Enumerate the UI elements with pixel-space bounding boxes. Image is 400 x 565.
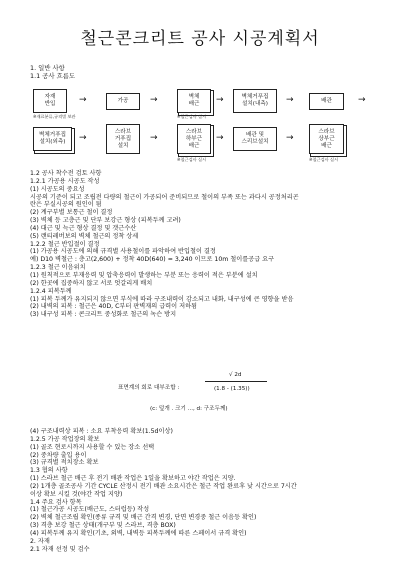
- flow-arrow: →: [286, 133, 294, 143]
- body-text-block-2: [30, 428, 380, 554]
- text-line: 1.2.1 가공용 시공도 작성: [30, 177, 100, 185]
- text-line: (2) 계구부별 보통근 철이 결정: [30, 209, 113, 217]
- text-line: 시공의 기준이 되고 조립전 다량의 철근이 가공되어 준비되므로 철이의 부족 또는 과다시 공정처리곤: [30, 193, 299, 201]
- text-line: (1) 시공도의 중요성: [30, 185, 85, 193]
- text-line: 1.3 협의 사항: [30, 467, 68, 475]
- section-heading: 1. 일반 사항: [30, 64, 65, 72]
- flow-box-slab-upper-rebar: [309, 124, 344, 154]
- flow-box-piping-sleeve: [233, 127, 277, 151]
- text-line: 1.2.5 가공 작업장의 확보: [30, 435, 100, 443]
- flow-box-line: 자재: [44, 94, 56, 100]
- flow-note: ※철근검사 실시: [177, 157, 207, 162]
- text-line: (2) 내벽의 피복 : 철근은 40D, C부터 판벽재의 급력이 저하됨: [30, 303, 198, 311]
- flow-arrow: →: [79, 95, 87, 105]
- text-line: 예) D10 벽철근 : 층고(2,600) + 정착 40D(640) = 3,240 이므로 10m 철이를공급 요구: [30, 256, 275, 264]
- flow-box-line: 상부근: [318, 135, 335, 142]
- flow-note: ※철근검사 실시: [177, 114, 207, 119]
- text-line: (2) 1개층 골조공사 기간 CYCLE 산정시 전기 배관 소요시간은 철근 작업 완료후 낮 시간으로 7시간: [30, 482, 297, 490]
- flow-arrow: →: [79, 133, 87, 143]
- flow-box-material-delivery: [33, 89, 67, 113]
- text-line: (4) 대근 및 늑근 형상 결정 및 갯근수산: [30, 224, 137, 232]
- text-line: 1.2.3 철근 이음위치: [30, 264, 86, 272]
- flow-box-line: 설치(외측): [39, 139, 66, 145]
- flow-box-processing: [106, 93, 140, 110]
- flow-box-line: 배관: [321, 98, 332, 104]
- text-line: 란은 부실시공의 원인이 됨: [30, 201, 102, 209]
- flow-box-line: 반입: [44, 101, 56, 107]
- flow-note: ※철근검사 실시: [309, 157, 339, 162]
- flow-box-wall-rebar: [177, 89, 211, 113]
- text-line: 1.2.2 철근 반입절이 결정: [30, 240, 100, 248]
- flow-box-wall-form-inner: [233, 89, 277, 113]
- body-text-block: [30, 170, 380, 319]
- flow-box-wall-form-outer: [33, 127, 72, 151]
- flow-box-piping: [309, 93, 344, 110]
- flow-arrow: →: [286, 95, 294, 105]
- formula-numerator: √ 2d: [229, 372, 242, 378]
- text-line: 1.2.4 피복두께: [30, 287, 72, 295]
- text-line: (4) 피복두께 유지 확인(기초, 외벽, 내벽등 피복두께에 따른 스페이서 규격 확인): [30, 529, 247, 537]
- flow-box-line: 가공: [117, 98, 129, 104]
- text-line: (3) 내구성 피복 : 콘크리트 중성화로 철근의 녹슨 방지: [30, 311, 177, 319]
- flow-box-slab-lower-rebar: [177, 124, 211, 154]
- text-line: (2) 벽체 철근조립 확인(종류 규격 및 배근 간격 변경, 단면 변경중 철근 이음등 확인): [30, 514, 257, 522]
- text-line: (2) 중차량 출입 용이: [30, 451, 87, 459]
- flow-arrow: →: [216, 95, 224, 105]
- flow-box-line: 벽체거푸집: [241, 94, 269, 100]
- flow-arrow: →: [216, 133, 224, 143]
- flow-box-line: 거푸집: [114, 135, 132, 142]
- flow-note: ※재료분류,규격별 보관: [33, 114, 76, 119]
- text-line: (4) 구조내력상 피복 : 소요 부착응력 확보(1.5d이상): [30, 428, 173, 435]
- flow-box-line: 벽체거푸집: [38, 132, 67, 138]
- text-line: 이상 확보 시킬 것(야간 작업 지양): [30, 490, 123, 498]
- flow-box-line: 배근: [188, 142, 200, 149]
- flow-box-line: 하부근: [185, 135, 203, 142]
- text-line: 1.2 공사 착수전 검토 사항: [30, 170, 102, 177]
- flow-box-line: 스라브: [185, 128, 203, 135]
- text-line: (1) 피복 두께가 유지되지 않으면 부식에 따라 구조내력이 감소되고 내화, 내구성에 큰 영향을 받음: [30, 295, 294, 303]
- flow-arrow: →: [150, 133, 158, 143]
- text-line: (3) 벽체 등 고층근 및 단부 보강근 형상 (피복두께 고려): [30, 217, 181, 225]
- flow-box-line: 스라브: [114, 128, 132, 135]
- formula-note: (c: 덮개 . 크기 ..., d: 구조두께): [150, 406, 228, 412]
- text-line: (3) 격층 보강 철근 상태(개구부 및 스라브, 격층 BOX): [30, 522, 176, 530]
- text-line: 1.4 주요 검사 항목: [30, 498, 82, 506]
- text-line: (1) 원칙적으로 부재응력 및 압축응력이 발생하는 부분 또는 응력이 적은 부분에 설치: [30, 271, 258, 279]
- flow-box-line: 스라브: [318, 128, 335, 135]
- text-line: (2) 한곳에 집중하지 않고 서로 엇갈리게 배치: [30, 279, 153, 287]
- formula-denominator: (1.8 - (1.35)): [214, 386, 250, 392]
- flow-box-line: 설치(내측): [242, 101, 268, 107]
- flow-box-line: 스리브설치: [241, 139, 269, 145]
- text-line: (1) 철근가공 시공도(배근도, 스터럽등) 작성: [30, 506, 150, 514]
- text-line: 2. 자재: [30, 537, 50, 545]
- flow-box-line: 배관 및: [246, 132, 264, 138]
- flow-arrow: →: [150, 95, 158, 105]
- flow-box-line: 배근: [188, 101, 200, 107]
- text-line: (1) 스라브 철근 배근 후 전기 배관 작업은 1일을 확보하고 야간 작업은 지양.: [30, 475, 236, 483]
- text-line: 2.1 자재 선정 및 검수: [30, 545, 90, 553]
- document-title: 철근콘크리트 공사 시공계획서: [80, 29, 320, 49]
- formula-label: 표면계의 회로 대부조합 :: [118, 385, 180, 391]
- flow-box-line: 배근: [321, 142, 332, 149]
- flow-box-slab-form: [106, 124, 140, 154]
- subsection-heading: 1.1 공사 흐름도: [30, 72, 76, 80]
- text-line: (5) 랜티레버보의 벽체 철근의 정착 상세: [30, 232, 139, 240]
- fraction-line: [205, 381, 267, 382]
- flow-box-line: 설치: [117, 142, 129, 149]
- text-line: (1) 가공용 시공도에 의해 규격별 사용철이를 파악하여 반입철이 결정: [30, 248, 216, 256]
- text-line: (3) 규격별 적치장소 확보: [30, 459, 99, 467]
- flow-arrow: →: [358, 95, 366, 105]
- text-line: (1) 골조 현로시까지 사용할 수 있는 장소 선택: [30, 443, 155, 451]
- flow-box-line: 벽체: [188, 94, 200, 100]
